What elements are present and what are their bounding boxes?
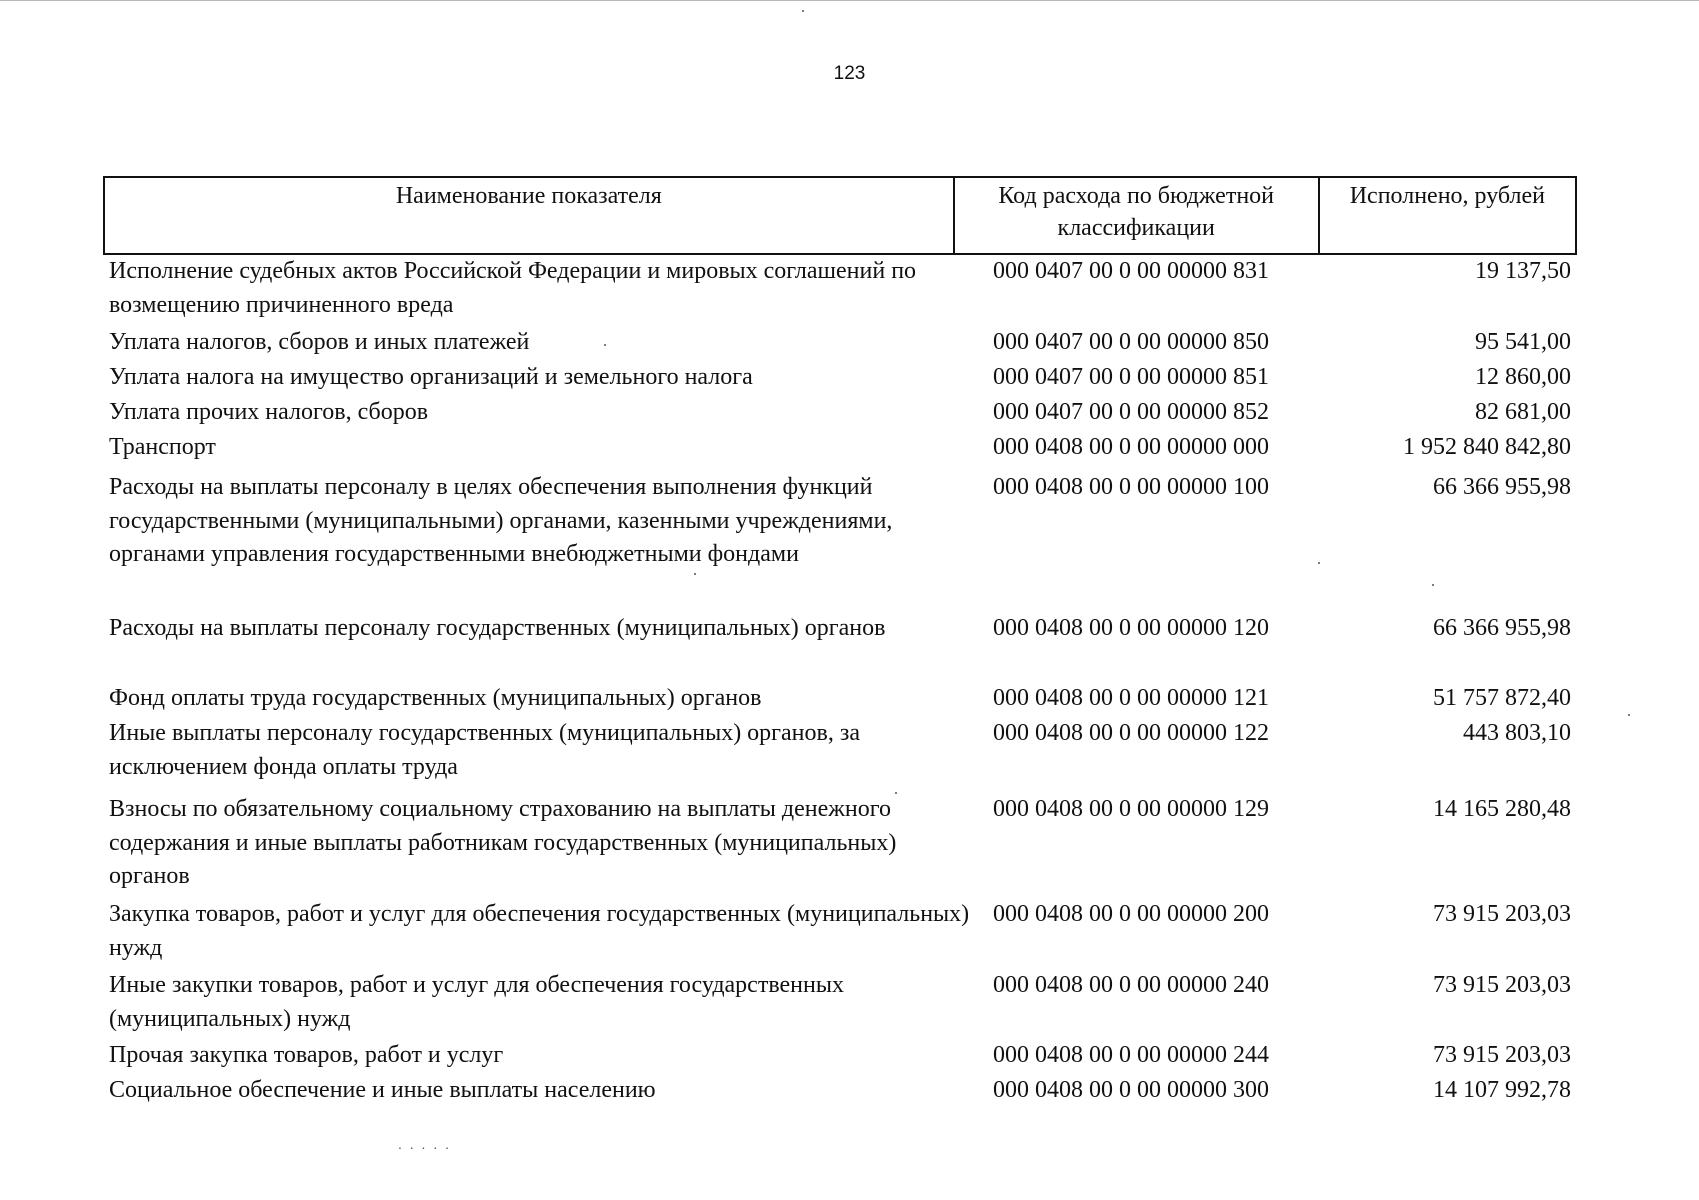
row-code: 000 0408 00 0 00 00000 000 [993,434,1269,460]
row-amount: 82 681,00 [1475,399,1571,425]
table-row [103,396,1577,430]
table-row [103,326,1577,360]
scan-speck [1432,584,1434,586]
scan-speck [895,792,897,794]
header-code: Код расхода по бюджетной классификации [953,178,1318,253]
table-row [103,1039,1577,1073]
row-name: Иные выплаты персоналу государственных (муниципальных) органов, за исключением фонда оплаты труда [109,720,860,780]
scan-speck [802,10,804,12]
row-code: 000 0407 00 0 00 00000 852 [993,399,1269,425]
table-row [103,717,1577,784]
row-amount: 12 860,00 [1475,364,1571,390]
row-amount: 73 915 203,03 [1433,972,1571,998]
row-code: 000 0408 00 0 00 00000 120 [993,615,1269,641]
row-amount: 66 366 955,98 [1433,615,1571,641]
row-code: 000 0408 00 0 00 00000 240 [993,972,1269,998]
scan-speck [1318,562,1320,564]
scan-speck [1628,714,1630,716]
row-name: Взносы по обязательному социальному страхованию на выплаты денежного содержания и иные выплаты работникам государственных (муниципальных) органов [109,796,897,889]
row-name: Уплата прочих налогов, сборов [109,399,429,425]
row-amount: 19 137,50 [1475,258,1571,284]
row-code: 000 0408 00 0 00 00000 100 [993,474,1269,500]
row-amount: 14 165 280,48 [1433,796,1571,822]
scan-top-edge [0,0,1699,1]
scan-noise: . . . . . [398,1136,452,1152]
scan-speck [694,573,696,575]
table-row [103,793,1577,894]
row-amount: 95 541,00 [1475,329,1571,355]
row-amount: 1 952 840 842,80 [1403,434,1571,460]
scan-speck [604,344,606,346]
row-amount: 73 915 203,03 [1433,1042,1571,1068]
table-row [103,612,1577,646]
table-row [103,682,1577,716]
row-name: Исполнение судебных актов Российской Федерации и мировых соглашений по возмещению причиненного вреда [109,258,917,318]
table-row [103,361,1577,395]
table-row [103,255,1577,322]
budget-execution-table [103,176,1577,1103]
row-code: 000 0408 00 0 00 00000 122 [993,720,1269,746]
row-name: Уплата налогов, сборов и иных платежей [109,329,530,355]
row-code: 000 0407 00 0 00 00000 831 [993,258,1269,284]
row-name: Социальное обеспечение и иные выплаты населению [109,1077,656,1103]
header-name: Наименование показателя [395,183,662,209]
row-name: Иные закупки товаров, работ и услуг для обеспечения государственных (муниципальных) нужд [109,972,844,1032]
row-code: 000 0407 00 0 00 00000 850 [993,329,1269,355]
row-code: 000 0408 00 0 00 00000 300 [993,1077,1269,1103]
row-name: Уплата налога на имущество организаций и земельного налога [109,364,753,390]
row-amount: 14 107 992,78 [1433,1077,1571,1103]
row-code: 000 0408 00 0 00 00000 244 [993,1042,1269,1068]
row-code: 000 0408 00 0 00 00000 121 [993,685,1269,711]
row-code: 000 0407 00 0 00 00000 851 [993,364,1269,390]
row-name: Расходы на выплаты персоналу в целях обеспечения выполнения функций государственными (муниципальными) органами, казенными учреждениями, органами управления государственными внебюджетными фондами [109,474,893,567]
row-amount: 51 757 872,40 [1433,685,1571,711]
row-amount: 443 803,10 [1463,720,1571,746]
table-row [103,898,1577,965]
row-name: Закупка товаров, работ и услуг для обеспечения государственных (муниципальных) нужд [109,901,970,961]
row-name: Расходы на выплаты персоналу государственных (муниципальных) органов [109,615,886,641]
row-name: Фонд оплаты труда государственных (муниципальных) органов [109,685,762,711]
table-row [103,1074,1577,1108]
table-row [103,431,1577,465]
table-header [103,176,1577,255]
row-code: 000 0408 00 0 00 00000 129 [993,796,1269,822]
page-number: 123 [833,63,866,84]
row-name: Транспорт [109,434,216,460]
row-code: 000 0408 00 0 00 00000 200 [993,901,1269,927]
header-amount: Исполнено, рублей [1318,178,1575,253]
table-row [103,471,1577,572]
row-amount: 73 915 203,03 [1433,901,1571,927]
row-amount: 66 366 955,98 [1433,474,1571,500]
row-name: Прочая закупка товаров, работ и услуг [109,1042,504,1068]
table-row [103,969,1577,1036]
